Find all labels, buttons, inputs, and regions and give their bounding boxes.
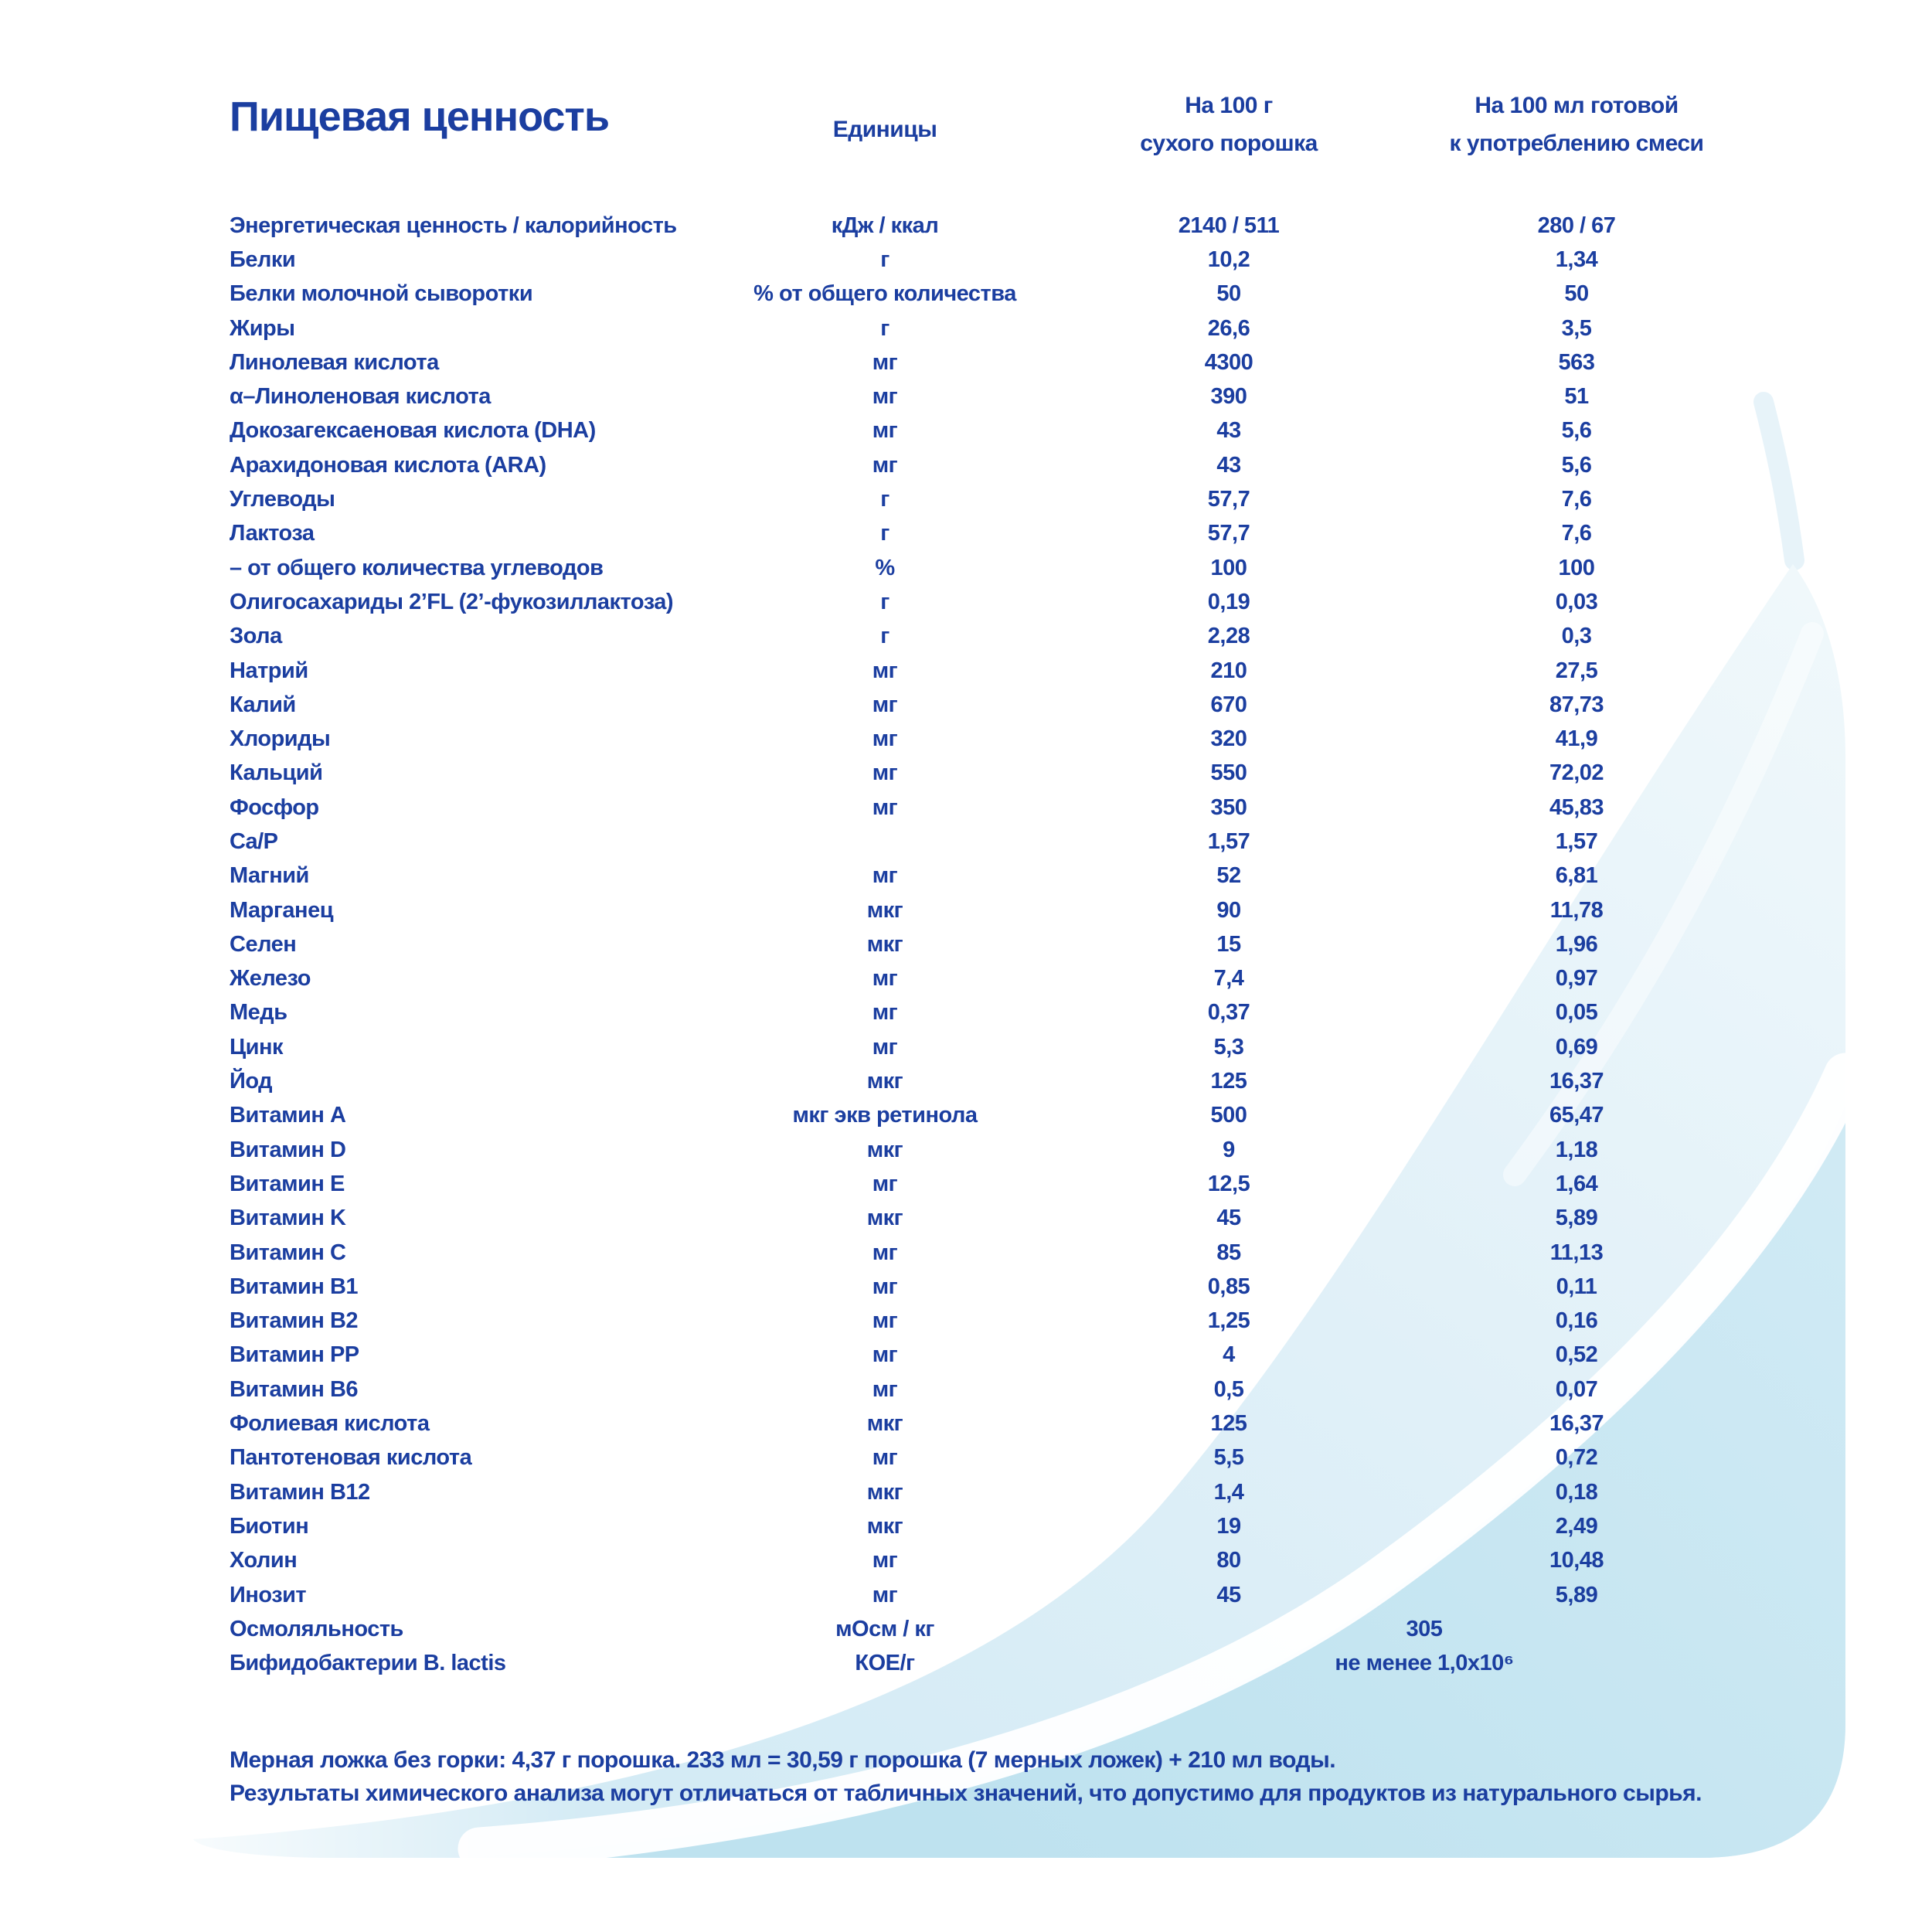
value-per-100ml: 0,18: [1555, 1479, 1598, 1505]
value-per-100g: 500: [1210, 1103, 1247, 1128]
nutrient-unit: мг: [872, 692, 898, 717]
nutrient-unit: мкг: [866, 1513, 903, 1539]
value-per-100ml: 10,48: [1549, 1548, 1604, 1573]
value-per-100g: 26,6: [1207, 315, 1250, 341]
value-per-100g: 100: [1210, 555, 1247, 580]
value-per-100ml: 280 / 67: [1537, 213, 1616, 238]
nutrient-unit: мг: [872, 658, 898, 683]
value-per-100ml: 27,5: [1555, 658, 1598, 683]
nutrient-unit: мг: [872, 1376, 898, 1402]
nutrient-unit: кДж / ккал: [831, 213, 939, 238]
value-per-100ml: 7,6: [1561, 487, 1592, 512]
value-per-100g: 12,5: [1207, 1171, 1250, 1196]
value-per-100ml: 0,05: [1555, 1000, 1598, 1026]
value-per-100g: 45: [1216, 1206, 1241, 1231]
value-per-100ml: 45,83: [1549, 794, 1604, 820]
nutrient-label: Марганец: [230, 897, 334, 923]
nutrient-label: Ca/P: [230, 828, 278, 854]
value-per-100ml: 50: [1564, 281, 1589, 307]
nutrient-unit: мг: [872, 1000, 898, 1026]
nutrient-label: Витамин A: [230, 1103, 346, 1128]
value-per-100g: 0,5: [1213, 1376, 1244, 1402]
nutrient-unit: мг: [872, 726, 898, 752]
value-per-100g: 5,3: [1213, 1034, 1244, 1060]
nutrient-unit: г: [880, 521, 889, 546]
nutrient-label: Осмоляльность: [230, 1616, 403, 1641]
nutrient-unit: мкг: [866, 897, 903, 923]
nutrient-label: Лактоза: [230, 521, 315, 546]
nutrient-label: Холин: [230, 1548, 298, 1573]
value-per-100g: 0,19: [1207, 589, 1250, 614]
value-per-100g: 85: [1216, 1240, 1241, 1265]
nutrient-label: Олигосахариды 2’FL (2’-фукозиллактоза): [230, 589, 674, 614]
value-per-100g: 52: [1216, 863, 1241, 889]
nutrient-label: Биотин: [230, 1513, 309, 1539]
nutrient-label: Линолевая кислота: [230, 349, 439, 375]
value-per-100ml: 0,11: [1556, 1274, 1597, 1299]
value-per-100g: 57,7: [1207, 521, 1250, 546]
value-per-100g: 210: [1210, 658, 1247, 683]
nutrient-unit: мг: [872, 418, 898, 444]
value-per-100g: 9: [1223, 1137, 1235, 1162]
nutrient-unit: мг: [872, 1034, 898, 1060]
value-per-100g: 45: [1216, 1582, 1241, 1607]
nutrient-unit: мг: [872, 794, 898, 820]
value-per-100ml: 0,97: [1555, 966, 1598, 992]
value-per-100ml: 5,89: [1555, 1206, 1598, 1231]
nutrient-unit: мкг: [866, 1069, 903, 1094]
nutrient-unit: мг: [872, 349, 898, 375]
nutrient-unit: мг: [872, 1274, 898, 1299]
nutrient-unit: мг: [872, 1548, 898, 1573]
nutrient-label: – от общего количества углеводов: [230, 555, 604, 580]
value-per-100g: 670: [1210, 692, 1247, 717]
nutrient-label: Селен: [230, 931, 297, 957]
nutrient-unit: мг: [872, 760, 898, 786]
value-per-100g: 5,5: [1213, 1445, 1244, 1471]
value-per-100ml: 563: [1558, 349, 1595, 375]
nutrient-label: Витамин PP: [230, 1342, 359, 1368]
nutrient-unit: мг: [872, 1342, 898, 1368]
nutrient-label: Белки: [230, 247, 296, 272]
nutrient-unit: мкг: [866, 1137, 903, 1162]
nutrient-unit: мг: [872, 1582, 898, 1607]
nutrient-label: Йод: [230, 1069, 273, 1094]
value-per-100g: 57,7: [1207, 487, 1250, 512]
nutrient-label: Витамин D: [230, 1137, 346, 1162]
value-per-100g: 1,25: [1207, 1308, 1250, 1334]
value-per-100g: 1,4: [1213, 1479, 1244, 1505]
value-per-100g: 2140 / 511: [1178, 213, 1280, 238]
value-combined: 305: [1406, 1616, 1443, 1641]
value-per-100g: 43: [1216, 452, 1241, 478]
nutrient-label: Инозит: [230, 1582, 307, 1607]
nutrient-label: Углеводы: [230, 487, 335, 512]
nutrient-label: Железо: [230, 966, 311, 992]
nutrient-label: Витамин B6: [230, 1376, 359, 1402]
value-per-100ml: 51: [1564, 384, 1589, 410]
value-per-100g: 7,4: [1213, 966, 1244, 992]
value-per-100g: 350: [1210, 794, 1247, 820]
nutrient-unit: г: [880, 247, 889, 272]
nutrient-label: Медь: [230, 1000, 287, 1026]
value-per-100ml: 16,37: [1549, 1069, 1604, 1094]
column-header-per-100g-line2: сухого порошка: [1140, 131, 1318, 156]
nutrient-label: Фолиевая кислота: [230, 1411, 430, 1437]
footer-scoop-note: Мерная ложка без горки: 4,37 г порошка. 233 мл = 30,59 г порошка (7 мерных ложек) + 210 мл воды.: [230, 1747, 1336, 1773]
value-per-100ml: 0,03: [1555, 589, 1598, 614]
nutrient-unit: г: [880, 624, 889, 649]
column-header-per-100g-line1: На 100 г: [1185, 93, 1273, 118]
nutrient-unit: %: [875, 555, 895, 580]
value-per-100g: 43: [1216, 418, 1241, 444]
nutrient-label: Натрий: [230, 658, 308, 683]
nutrient-unit: г: [880, 589, 889, 614]
value-per-100g: 19: [1216, 1513, 1241, 1539]
nutrient-unit: мг: [872, 1445, 898, 1471]
nutrient-label: Жиры: [230, 315, 295, 341]
nutrient-unit: % от общего количества: [753, 281, 1016, 307]
value-per-100ml: 2,49: [1555, 1513, 1598, 1539]
value-per-100g: 0,37: [1207, 1000, 1250, 1026]
nutrient-unit: мг: [872, 1240, 898, 1265]
nutrient-unit: мкг: [866, 1479, 903, 1505]
value-per-100g: 125: [1210, 1069, 1247, 1094]
value-per-100g: 1,57: [1207, 828, 1250, 854]
value-per-100g: 90: [1216, 897, 1241, 923]
value-per-100g: 4: [1223, 1342, 1235, 1368]
value-per-100g: 80: [1216, 1548, 1241, 1573]
column-header-per-100ml-line2: к употреблению смеси: [1449, 131, 1704, 156]
value-per-100ml: 0,69: [1555, 1034, 1598, 1060]
value-per-100ml: 87,73: [1549, 692, 1604, 717]
value-per-100g: 320: [1210, 726, 1247, 752]
nutrient-label: Кальций: [230, 760, 323, 786]
nutrient-unit: мг: [872, 1171, 898, 1196]
nutrient-label: Калий: [230, 692, 296, 717]
nutrient-unit: мг: [872, 1308, 898, 1334]
nutrient-label: Белки молочной сыворотки: [230, 281, 533, 307]
nutrition-table: [230, 209, 1772, 1681]
value-per-100ml: 0,3: [1561, 624, 1592, 649]
value-per-100g: 550: [1210, 760, 1247, 786]
nutrient-unit: мкг: [866, 1206, 903, 1231]
value-per-100g: 2,28: [1207, 624, 1250, 649]
nutrient-label: Арахидоновая кислота (ARA): [230, 452, 546, 478]
nutrient-label: Витамин B12: [230, 1479, 370, 1505]
value-per-100g: 0,85: [1207, 1274, 1250, 1299]
nutrient-unit: мкг: [866, 1411, 903, 1437]
nutrient-label: Витамин B2: [230, 1308, 359, 1334]
column-header-per-100g: [1077, 87, 1381, 162]
nutrient-unit: мОсм / кг: [835, 1616, 934, 1641]
footer-notes: [230, 1743, 1702, 1810]
value-per-100ml: 5,6: [1561, 418, 1592, 444]
nutrient-unit: мкг экв ретинола: [792, 1103, 978, 1128]
value-per-100ml: 16,37: [1549, 1411, 1604, 1437]
nutrient-label: Витамин B1: [230, 1274, 359, 1299]
nutrient-unit: мкг: [866, 931, 903, 957]
value-per-100ml: 11,78: [1549, 897, 1604, 923]
value-per-100g: 390: [1210, 384, 1247, 410]
nutrient-label: Фосфор: [230, 794, 319, 820]
value-per-100ml: 5,6: [1561, 452, 1592, 478]
nutrient-label: Энергетическая ценность / калорийность: [230, 213, 677, 238]
nutrient-unit: мг: [872, 452, 898, 478]
page-title: Пищевая ценность: [230, 94, 610, 140]
nutrient-label: Бифидобактерии B. lactis: [230, 1651, 506, 1676]
column-header-units: Единицы: [832, 117, 937, 142]
column-header-per-100ml-line1: На 100 мл готовой: [1475, 93, 1679, 118]
nutrient-label: Пантотеновая кислота: [230, 1445, 472, 1471]
value-per-100ml: 3,5: [1561, 315, 1592, 341]
value-per-100g: 50: [1216, 281, 1241, 307]
value-per-100ml: 100: [1558, 555, 1595, 580]
value-per-100ml: 0,52: [1555, 1342, 1598, 1368]
nutrient-unit: мг: [872, 966, 898, 992]
value-combined: не менее 1,0x10⁶: [1335, 1651, 1514, 1676]
nutrient-label: α–Линоленовая кислота: [230, 384, 491, 410]
value-per-100ml: 5,89: [1555, 1582, 1598, 1607]
nutrient-unit: г: [880, 487, 889, 512]
value-per-100g: 10,2: [1207, 247, 1250, 272]
value-per-100ml: 72,02: [1549, 760, 1604, 786]
value-per-100ml: 1,64: [1555, 1171, 1598, 1196]
value-per-100ml: 0,72: [1555, 1445, 1598, 1471]
value-per-100ml: 11,13: [1549, 1240, 1604, 1265]
nutrient-label: Витамин E: [230, 1171, 345, 1196]
value-per-100ml: 1,34: [1555, 247, 1598, 272]
value-per-100ml: 1,18: [1555, 1137, 1598, 1162]
nutrient-unit: мг: [872, 384, 898, 410]
value-per-100ml: 65,47: [1549, 1103, 1604, 1128]
value-per-100ml: 1,96: [1555, 931, 1598, 957]
value-per-100ml: 1,57: [1555, 828, 1598, 854]
value-per-100g: 125: [1210, 1411, 1247, 1437]
value-per-100ml: 0,07: [1555, 1376, 1598, 1402]
nutrient-unit: г: [880, 315, 889, 341]
nutrient-unit: КОЕ/г: [855, 1651, 915, 1676]
value-per-100ml: 6,81: [1555, 863, 1598, 889]
nutrient-label: Хлориды: [230, 726, 331, 752]
value-per-100ml: 41,9: [1555, 726, 1598, 752]
nutrient-label: Зола: [230, 624, 282, 649]
value-per-100ml: 7,6: [1561, 521, 1592, 546]
nutrient-label: Витамин C: [230, 1240, 346, 1265]
nutrient-label: Витамин K: [230, 1206, 346, 1231]
value-per-100g: 4300: [1204, 349, 1253, 375]
nutrient-label: Докозагексаеновая кислота (DHA): [230, 418, 596, 444]
column-header-per-100ml: [1381, 87, 1772, 162]
nutrient-label: Цинк: [230, 1034, 284, 1060]
value-per-100ml: 0,16: [1555, 1308, 1598, 1334]
value-per-100g: 15: [1216, 931, 1241, 957]
nutrient-unit: мг: [872, 863, 898, 889]
nutrient-label: Магний: [230, 863, 309, 889]
footer-analysis-note: Результаты химического анализа могут отличаться от табличных значений, что допустимо для продуктов из натурального сырья.: [230, 1781, 1702, 1806]
